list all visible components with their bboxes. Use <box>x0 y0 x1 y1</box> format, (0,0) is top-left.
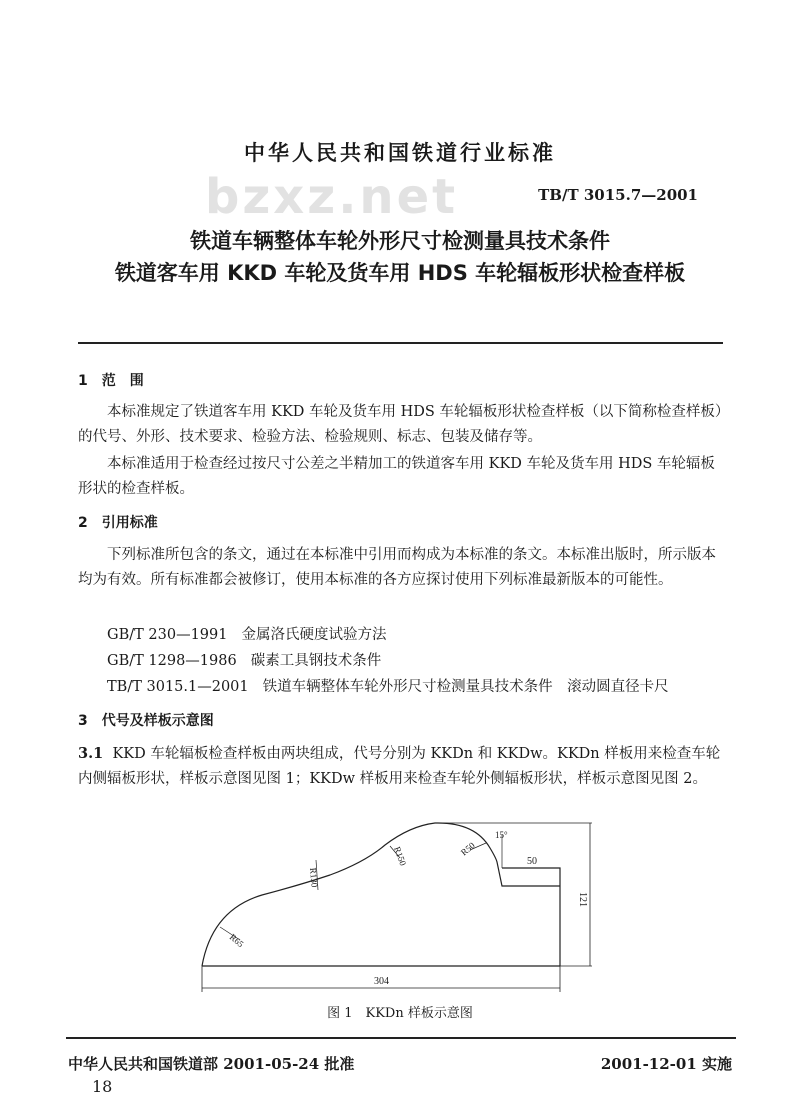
section-2-para: 下列标准所包含的条文，通过在本标准中引用而构成为本标准的条文。本标准出版时，所示版本均为有效。所有标准都会被修订，使用本标准的各方应探讨使用下列标准最新版本的可能性。 <box>78 547 716 588</box>
notch-length-label: 50 <box>527 856 537 867</box>
reference-code: GB/T 1298—1986 <box>107 653 237 669</box>
title-line-2: 铁道客车用 KKD 车轮及货车用 HDS 车轮辐板形状检查样板 <box>114 261 686 285</box>
watermark: bzxz.net <box>205 169 459 225</box>
footer-divider <box>66 1037 736 1039</box>
width-label: 304 <box>374 976 389 987</box>
reference-code: GB/T 230—1991 <box>107 627 228 643</box>
template-profile <box>202 823 560 966</box>
section-1-para-1: 本标准规定了铁道客车用 KKD 车轮及货车用 HDS 车轮辐板形状检查样板（以下简称检查样板）的代号、外形、技术要求、检验方法、检验规则、标志、包装及储存等。 <box>78 404 723 445</box>
section-1-heading: 1 范 围 <box>78 373 144 389</box>
angle-label: 15° <box>495 830 508 840</box>
section-1-para-2: 本标准适用于检查经过按尺寸公差之半精加工的铁道客车用 KKD 车轮及货车用 HDS 车轮辐板形状的检查样板。 <box>78 456 715 497</box>
approval-date: 中华人民共和国铁道部 2001-05-24 批准 <box>68 1055 355 1073</box>
section-3-heading: 3 代号及样板示意图 <box>78 713 214 729</box>
radius-label-r50: R50 <box>458 840 477 858</box>
radius-label-r150: R150 <box>392 845 409 868</box>
radius-label-r65: R65 <box>227 931 246 950</box>
title-line-1: 铁道车辆整体车轮外形尺寸检测量具技术条件 <box>190 229 610 253</box>
clause-number: 3.1 <box>78 745 104 762</box>
issuing-organization: 中华人民共和国铁道行业标准 <box>244 141 556 165</box>
clause-text: KKD 车轮辐板检查样板由两块组成，代号分别为 KKDn 和 KKDw。KKDn 样板用来检查车轮内侧辐板形状，样板示意图见图 1；KKDw 样板用来检查车轮外侧辐板形状，样板示意图见图 2。 <box>78 746 721 787</box>
implementation-date: 2001-12-01 实施 <box>600 1055 732 1073</box>
reference-code: TB/T 3015.1—2001 <box>107 679 249 695</box>
figure-caption: 图 1 KKDn 样板示意图 <box>327 1006 473 1021</box>
reference-title: 碳素工具钢技术条件 <box>250 653 382 669</box>
section-2-heading: 2 引用标准 <box>78 515 158 531</box>
radius-label-r130: R130 <box>308 867 320 888</box>
standard-code: TB/T 3015.7—2001 <box>538 186 698 204</box>
reference-title: 铁道车辆整体车轮外形尺寸检测量具技术条件 滚动圆直径卡尺 <box>262 679 669 695</box>
height-label: 121 <box>577 892 588 907</box>
reference-title: 金属洛氏硬度试验方法 <box>241 627 387 643</box>
page-number: 18 <box>92 1077 113 1096</box>
